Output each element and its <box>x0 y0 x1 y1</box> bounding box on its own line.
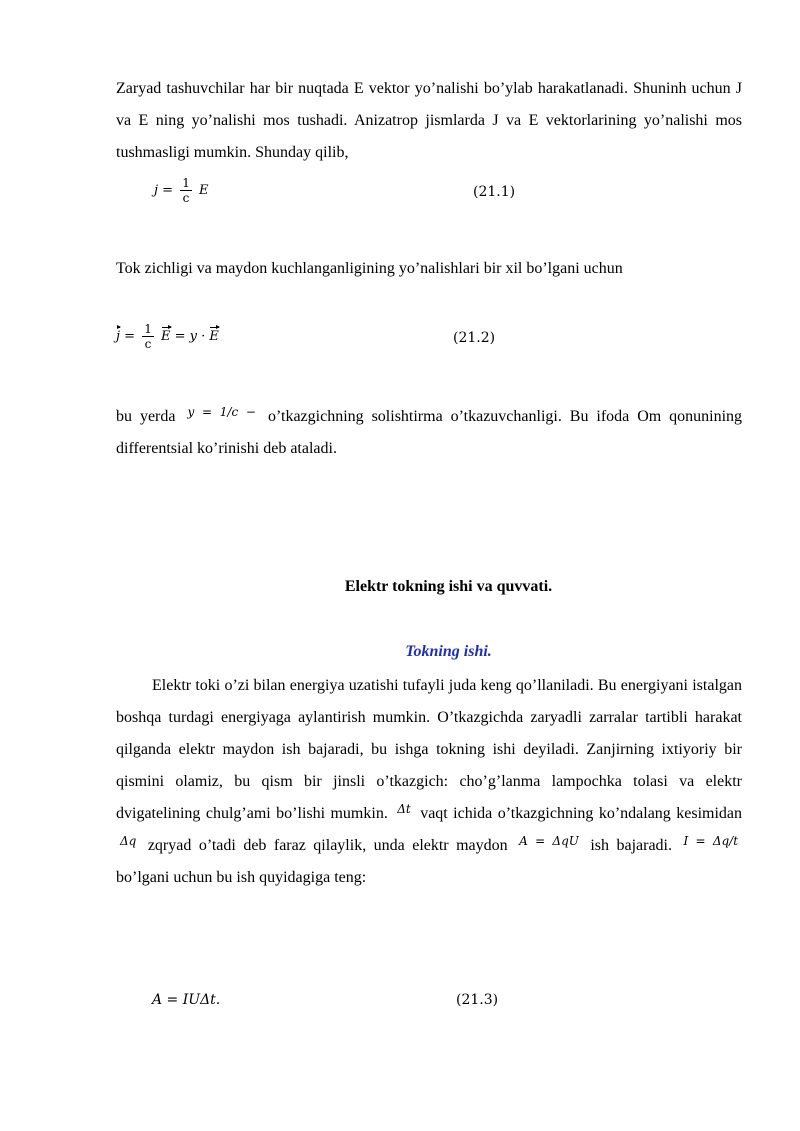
p4-t5: bo’lgani uchun bu ish quyidagiga teng: <box>116 869 367 886</box>
p3-after: o’tkazgichning solishtirma o’tkazuvchanligi. Bu ifoda Om qonunining differentsial ko’rinishi deb ataladi. <box>116 408 743 457</box>
paragraph-om-qonuni <box>116 401 742 465</box>
paragraph-tok-zichligi <box>116 253 742 285</box>
p3-math: y = 1/c − <box>187 405 256 419</box>
p3-before: bu yerda <box>116 408 176 425</box>
subsection-heading: Tokning ishi. <box>405 643 492 660</box>
equation-number-21-3: (21.3) <box>456 992 499 1008</box>
eq3-expr: A = IUΔt. <box>152 992 221 1008</box>
equation-21-1 <box>154 176 208 205</box>
eq1-numerator: 1 <box>182 176 190 190</box>
p4-t2: vaqt ichida o’tkazgichning ko’ndalang kesimidan <box>420 805 743 822</box>
p4-t1: Elektr toki o’zi bilan energiya uzatishi tufayli juda keng qo’llaniladi. Bu energiyani istalgan boshqa turdagi energiyaga aylantirish mumkin. O’tkazgichda zaryadli zarralar tartibli harakat qilganda elektr maydon ish bajaradi, bu ishga tokning ishi deyiladi. Zanjirning ixtiyoriy bir qismini olamiz, bu qism bir jinsli o’tkazgich: cho’g’lanma lampochka tolasi va elektr dvigatelining chulg’ami bo’lishi mumkin. <box>116 677 742 822</box>
p4-m1: Δt <box>397 802 411 816</box>
equation-21-3 <box>152 992 220 1008</box>
paragraph-intro-text: Zaryad tashuvchilar har bir nuqtada E vektor yo’nalishi bo’ylab harakatlanadi. Shuninh uchun J va E ning yo’nalishi mos tushadi. Anizatrop jismlarda J va E vektorlarining yo’nalishi mos tushmasligi mumkin. Shunday qilib, <box>116 80 742 161</box>
eq2-denominator: c <box>144 337 152 351</box>
p4-t4: ish bajaradi. <box>590 837 673 854</box>
paragraph-tokning-ishi <box>116 670 742 894</box>
eq2-fraction <box>142 322 154 351</box>
eq2-mid: = y · <box>174 329 206 344</box>
eq1-lhs: j = <box>154 183 174 198</box>
eq2-numerator: 1 <box>144 322 152 336</box>
equation-number-21-2: (21.2) <box>453 330 496 346</box>
eq2-e-vector: E <box>161 329 171 344</box>
p4-m2: Δq <box>120 834 137 848</box>
p4-t3: zqryad o’tadi deb faraz qilaylik, unda elektr maydon <box>147 837 508 854</box>
p4-m3: A = ΔqU <box>519 834 579 848</box>
section-heading: Elektr tokning ishi va quvvati. <box>344 578 553 595</box>
p4-m4: I = Δq/t <box>683 834 739 848</box>
eq2-j-vector: j <box>116 329 121 344</box>
eq2-e-vector-2: E <box>209 329 219 344</box>
eq1-rhs: E <box>198 183 209 198</box>
eq2-equals: = <box>124 329 136 344</box>
paragraph-tok-zichligi-text: Tok zichligi va maydon kuchlanganligining yo’nalishlari bir xil bo’lgani uchun <box>116 260 623 277</box>
paragraph-intro <box>116 73 742 169</box>
eq1-fraction <box>180 176 192 205</box>
eq1-denominator: c <box>182 191 190 205</box>
equation-21-2 <box>116 322 219 351</box>
equation-number-21-1: (21.1) <box>473 184 516 200</box>
